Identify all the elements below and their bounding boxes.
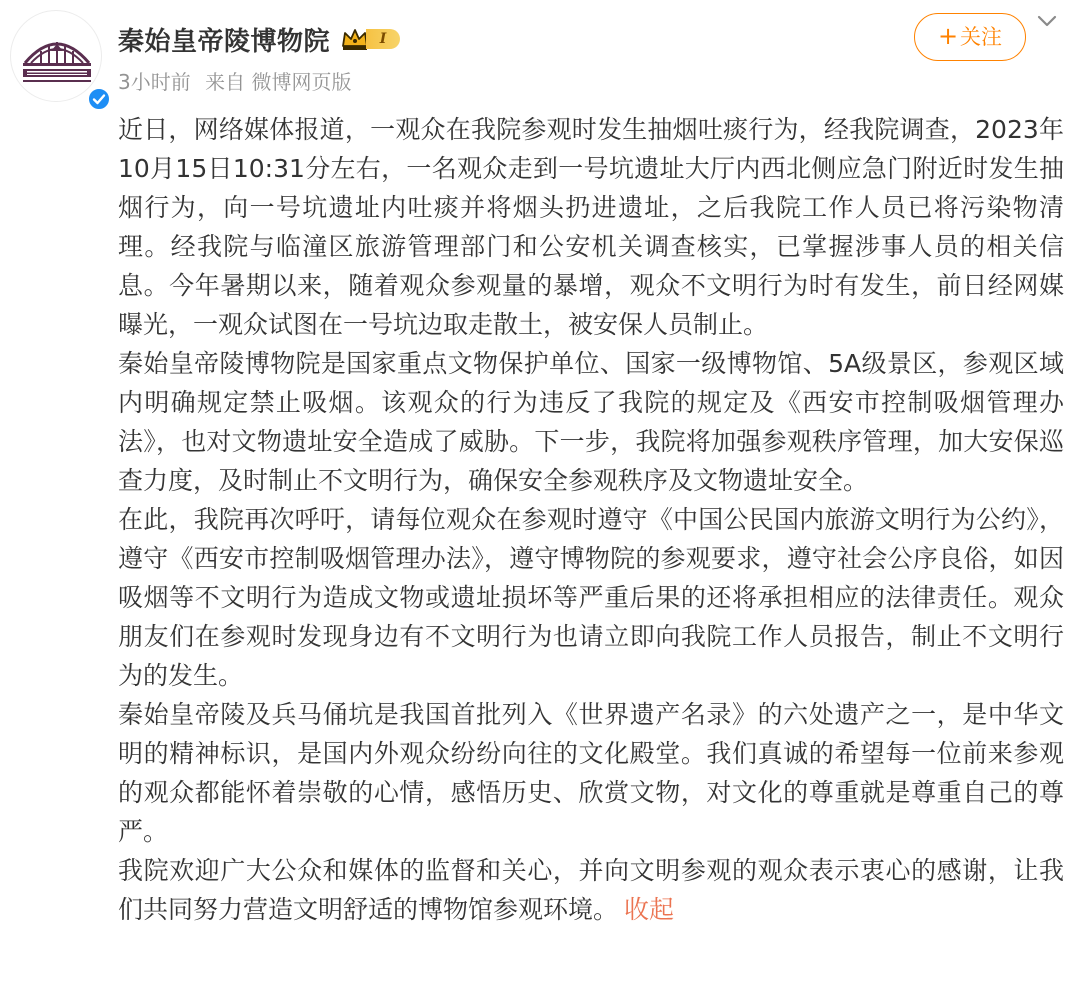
level-number: I — [366, 29, 400, 49]
avatar[interactable] — [10, 10, 102, 102]
post-paragraph-text: 我院欢迎广大公众和媒体的监督和关心，并向文明参观的观众表示衷心的感谢，让我们共同努力营造文明舒适的博物馆参观环境。 — [118, 856, 1064, 924]
post-source: 来自 微博网页版 — [205, 70, 352, 94]
post-meta — [118, 66, 359, 95]
name-row — [118, 18, 400, 60]
post-paragraph-last — [118, 851, 1064, 929]
post-paragraph: 在此，我院再次呼吁，请每位观众在参观时遵守《中国公民国内旅游文明行为公约》，遵守《西安市控制吸烟管理办法》，遵守博物院的参观要求，遵守社会公序良俗，如因吸烟等不文明行为造成文物或遗址损坏等严重后果的还将承担相应的法律责任。观众朋友们在参观时发现身边有不文明行为也请立即向我院工作人员报告，制止不文明行为的发生。 — [118, 505, 1064, 690]
level-badge[interactable] — [340, 26, 400, 52]
post-time[interactable]: 3小时前 — [118, 70, 191, 94]
verified-badge-icon — [87, 87, 111, 111]
plus-icon: + — [937, 22, 959, 50]
post-paragraph: 近日，网络媒体报道，一观众在我院参观时发生抽烟吐痰行为，经我院调查，2023年10月15日10:31分左右，一名观众走到一号坑遗址大厅内西北侧应急门附近时发生抽烟行为，向一号坑遗址内吐痰并将烟头扔进遗址，之后我院工作人员已将污染物清理。经我院与临潼区旅游管理部门和公安机关调查核实，已掌握涉事人员的相关信息。今年暑期以来，随着观众参观量的暴增，观众不文明行为时有发生，前日经网媒曝光，一观众试图在一号坑边取走散土，被安保人员制止。 — [118, 115, 1064, 339]
collapse-link[interactable]: 收起 — [624, 895, 675, 924]
post-paragraph: 秦始皇帝陵博物院是国家重点文物保护单位、国家一级博物馆、5A级景区，参观区域内明确规定禁止吸烟。该观众的行为违反了我院的规定及《西安市控制吸烟管理办法》，也对文物遗址安全造成了威胁。下一步，我院将加强参观秩序管理，加大安保巡查力度，及时制止不文明行为，确保安全参观秩序及文物遗址安全。 — [118, 349, 1064, 495]
post-paragraph: 秦始皇帝陵及兵马俑坑是我国首批列入《世界遗产名录》的六处遗产之一，是中华文明的精神标识，是国内外观众纷纷向往的文化殿堂。我们真诚的希望每一位前来参观的观众都能怀着崇敬的心情，感悟历史、欣赏文物，对文化的尊重就是尊重自己的尊严。 — [118, 700, 1064, 846]
post-header — [0, 0, 1080, 110]
account-name[interactable]: 秦始皇帝陵博物院 — [118, 26, 331, 57]
chevron-down-icon[interactable] — [1034, 8, 1060, 34]
post-content — [118, 110, 1064, 929]
follow-button[interactable] — [914, 13, 1026, 61]
follow-label: 关注 — [960, 25, 1003, 49]
